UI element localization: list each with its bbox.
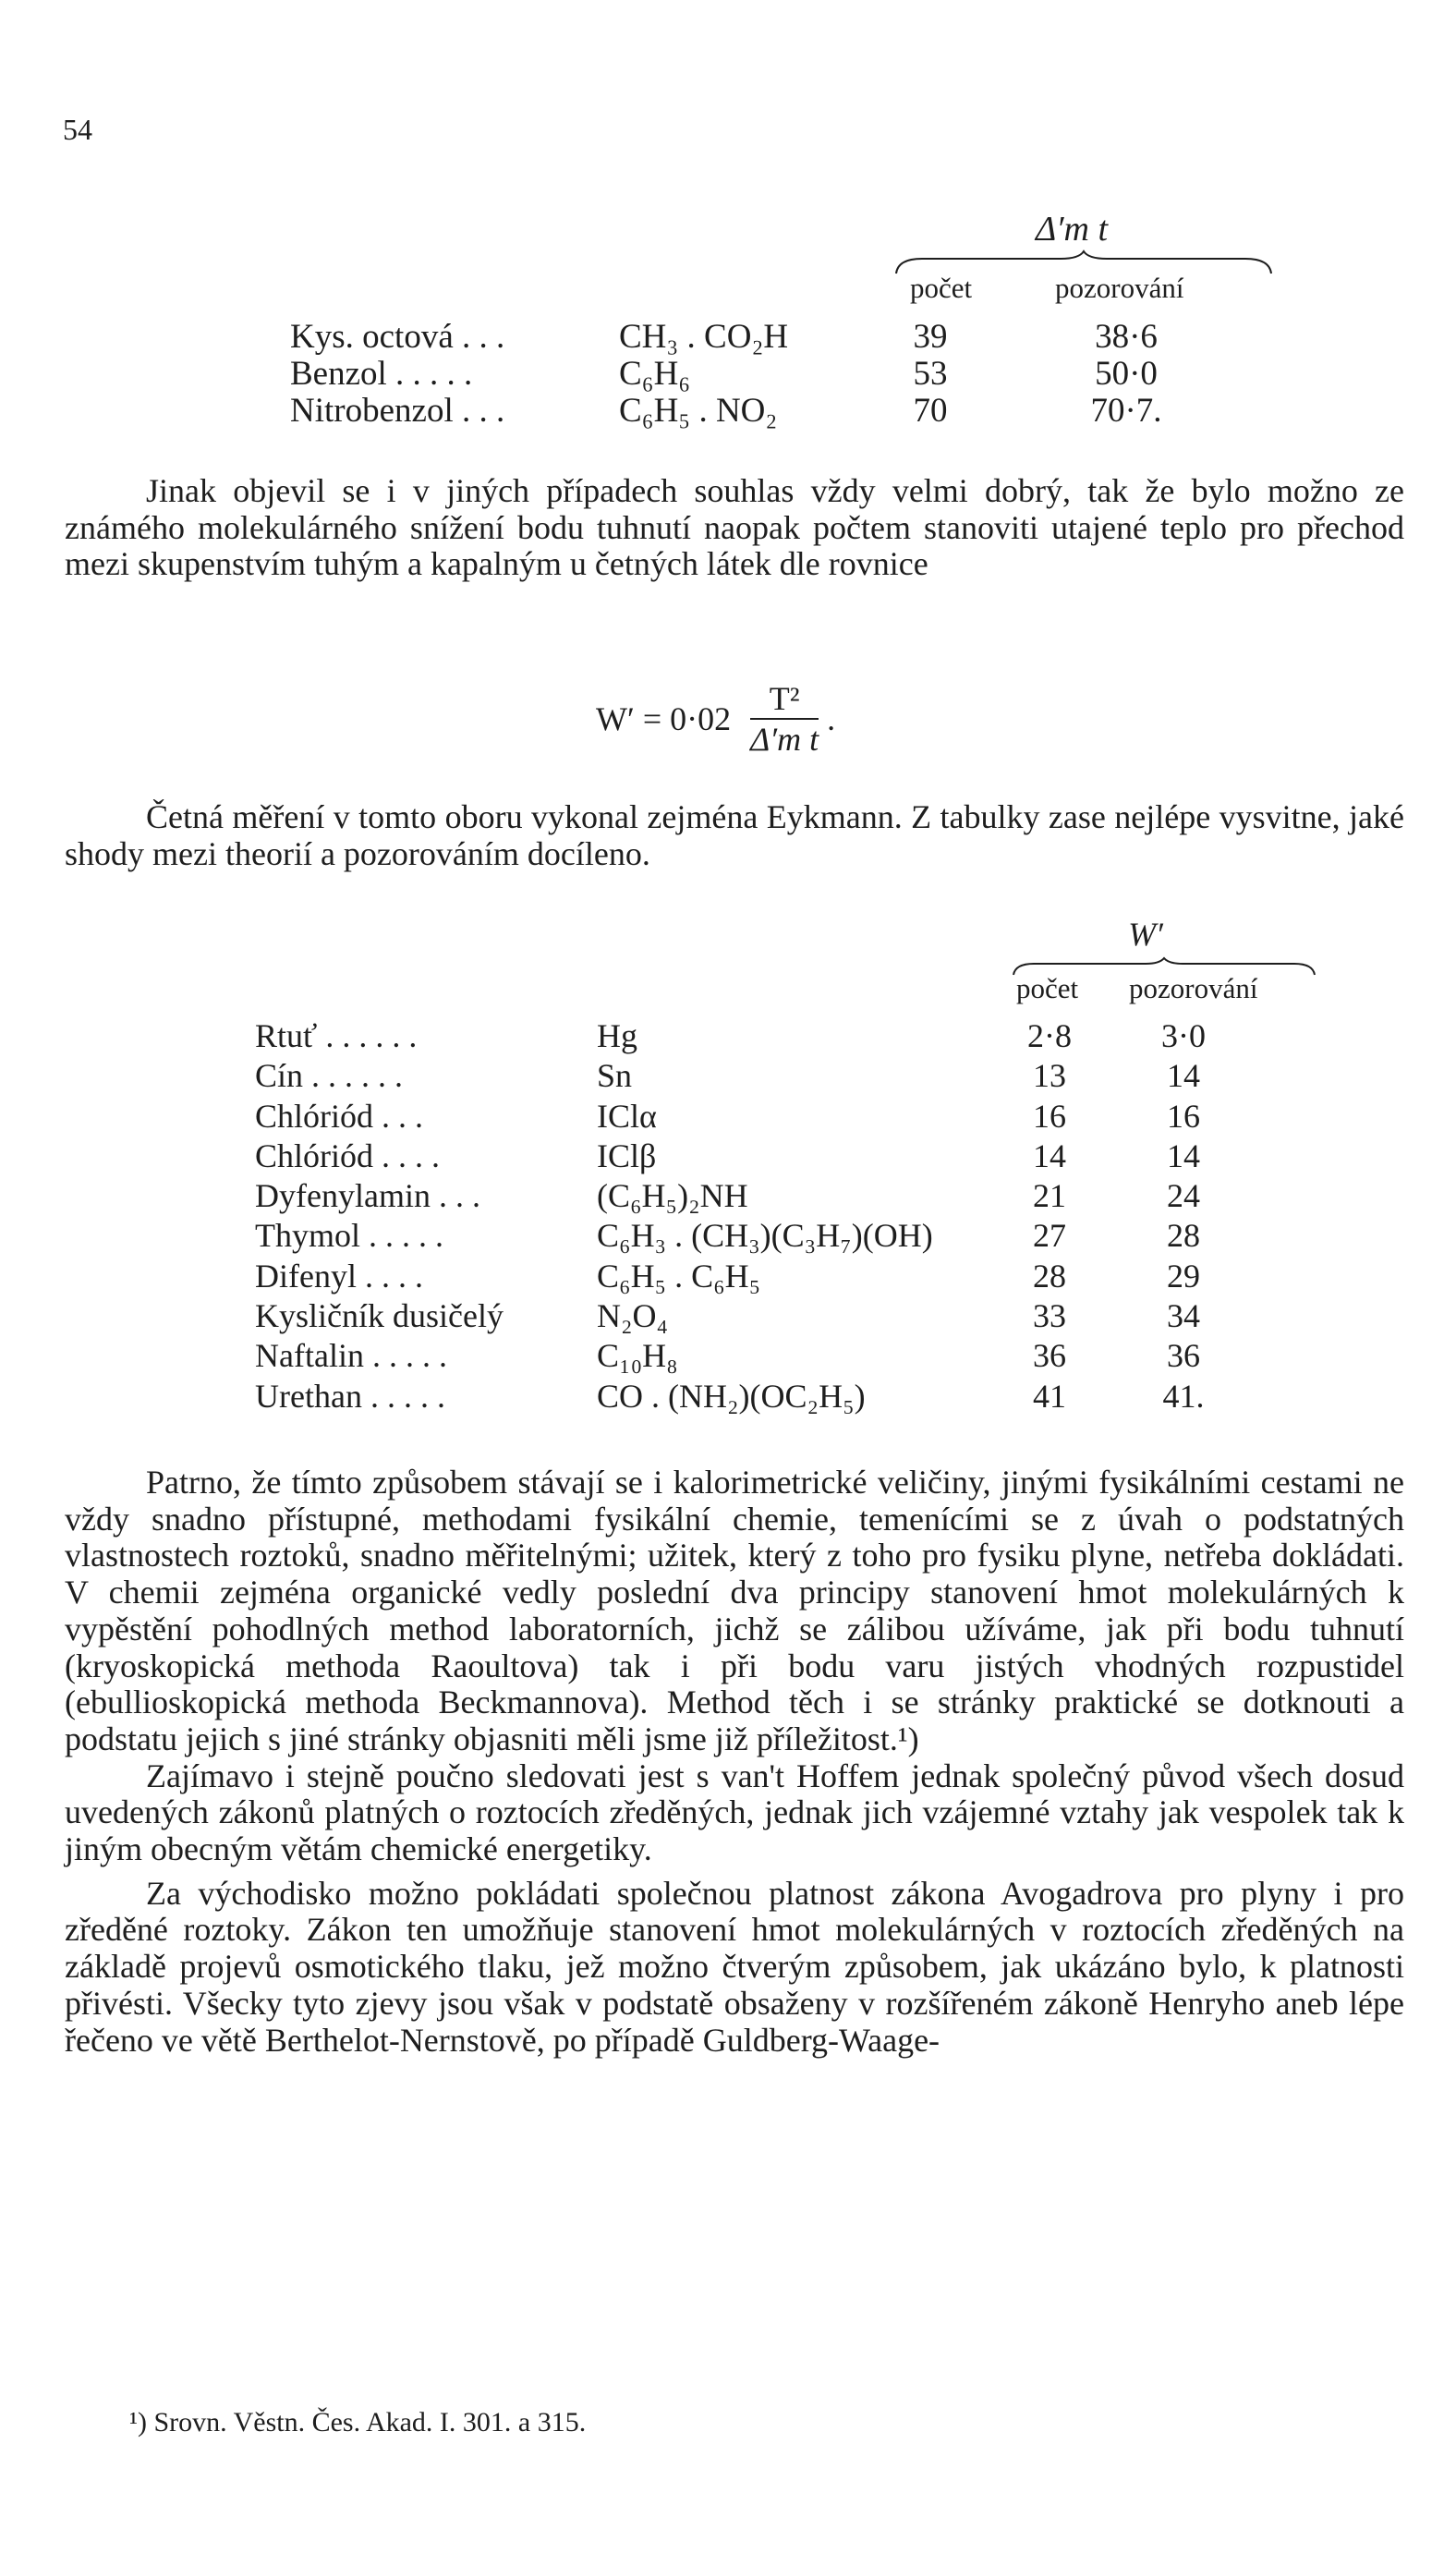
footnote: ¹) Srovn. Věstn. Čes. Akad. I. 301. a 315. [129,2407,587,2438]
row-name: Thymol . . . . . [255,1217,443,1255]
table2-header: W′ [1128,916,1163,953]
row-formula: C₆H₃ . (CH₃)(C₃H₇)(OH) [597,1217,933,1255]
equation-lhs: W′ = 0·02 [596,700,732,737]
row-computed: 39 [913,318,948,356]
table1 [290,319,1306,430]
paragraph-2-text: Četná měření v tomto oboru vykonal zejména Eykmann. Z tabulky zase nejlépe vysvitne, jaké shody mezi theorií a pozorováním docíleno. [65,798,1404,872]
row-formula: C₆H₆ [619,355,691,393]
row-formula: C₁₀H₈ [597,1337,678,1375]
row-observed: 36 [1167,1337,1200,1375]
table1-col-computed: počet [910,272,973,304]
equation [596,679,835,759]
table-row [255,1137,1364,1176]
paragraph-3 [65,1465,1404,2059]
paragraph-1-text: Jinak objevil se i v jiných případech souhlas vždy velmi dobrý, tak že bylo možno ze známého molekulárného snížení bodu tuhnutí naopak počtem stanoviti utajené teplo pro přechod mezi skupenstvím tuhým a kapalným u četných látek dle rovnice [65,472,1404,582]
paragraph-3-text: Patrno, že tímto způsobem stávají se i kalorimetrické veličiny, jinými fysikálními cestami ne vždy snadno přístupné, methodami fysikální chemie, temenícími se z úvah o podstatných vlastnostech roztoků, snadno měřitelnými; užitek, který z toho pro fysiku plyne, netřeba dokládati. V chemii zejména organické vedly poslední dva principy stanovení hmot molekulárných k vypěstění pohodlných method laboratorních, jichž se zálibou užíváme, jak při bodu tuhnutí (kryoskopická methoda Raoultova) tak i při bodu varu jistých vhodných rozpustidel (ebullioskopická methoda Beckmannova). Method těch i se stránky praktické se dotknouti a podstatu jejich s jiné stránky objasniti měli jsme již příležitost.¹) [65,1464,1404,1757]
table2 [255,1016,1364,1416]
table2-col-computed: počet [1016,972,1079,1004]
row-name: Chlóriód . . . . [255,1137,441,1174]
table-row [255,1336,1364,1376]
row-observed: 34 [1167,1297,1200,1335]
table-row [255,1016,1364,1056]
table-row [255,1056,1364,1096]
row-formula: CH₃ . CO₂H [619,318,789,356]
row-computed: 70 [913,392,948,430]
paragraph-5-text: Za východisko možno pokládati společnou platnost zákona Avogadrova pro plyny i pro zředěné roztoky. Zákon ten umožňuje stanovení hmot molekulárných v roztocích zředěných na základě projevů osmotického tlaku, jež možno čtverým způsobem, jak ukázáno bylo, k platnosti přivésti. Všecky tyto zjevy jsou však v podstatě obsaženy v rozšířeném zákoně Henryho aneb lépe řečeno ve větě Berthelot-Nernstově, po případě Guldberg-Waage- [65,1874,1404,2059]
row-name: Kysličník dusičelý [255,1297,504,1335]
row-computed: 21 [1033,1177,1066,1215]
row-name: Dyfenylamin . . . [255,1177,480,1215]
row-name: Kys. octová . . . [290,318,505,356]
row-name: Cín . . . . . . [255,1057,404,1095]
row-observed: 28 [1167,1217,1200,1255]
table-row [255,1176,1364,1216]
row-name: Urethan . . . . . [255,1377,445,1415]
paragraph-1 [65,473,1404,583]
table1-header: Δ′m t [1035,210,1109,249]
row-computed: 14 [1033,1137,1066,1174]
table-row [290,356,1306,393]
table-row [255,1257,1364,1296]
row-observed: 14 [1167,1057,1200,1095]
row-name: Rtuť . . . . . . [255,1017,418,1054]
equation-denominator: Δ′m t [750,721,819,758]
row-formula: N₂O₄ [597,1297,669,1335]
row-observed: 3·0 [1161,1017,1206,1054]
table2-col-observed: pozorování [1129,972,1258,1004]
row-formula: Hg [597,1017,637,1054]
row-observed: 41. [1162,1377,1205,1415]
table-row [255,1296,1364,1336]
row-observed: 38·6 [1095,318,1158,356]
page-number: 54 [63,113,92,146]
row-computed: 33 [1033,1297,1066,1335]
row-name: Benzol . . . . . [290,355,473,393]
row-observed: 24 [1167,1177,1200,1215]
table-row [255,1216,1364,1256]
table-row [255,1377,1364,1416]
row-observed: 50·0 [1095,355,1158,393]
table-row [290,393,1306,430]
row-formula: IClβ [597,1137,657,1174]
row-observed: 16 [1167,1097,1200,1135]
row-computed: 41 [1033,1377,1066,1415]
row-formula: (C₆H₅)₂NH [597,1177,748,1215]
row-formula: C₆H₅ . NO₂ [619,392,778,430]
table-row [255,1097,1364,1137]
row-computed: 2·8 [1027,1017,1072,1054]
row-computed: 36 [1033,1337,1066,1375]
row-computed: 28 [1033,1257,1066,1295]
paragraph-2 [65,799,1404,872]
equation-numerator: T² [750,679,819,720]
row-name: Nitrobenzol . . . [290,392,505,430]
table-row [290,319,1306,356]
row-observed: 14 [1167,1137,1200,1174]
row-formula: C₆H₅ . C₆H₅ [597,1257,761,1295]
row-name: Naftalin . . . . . [255,1337,447,1375]
footnote-rule [65,2361,508,2365]
row-name: Difenyl . . . . [255,1257,423,1295]
row-observed: 29 [1167,1257,1200,1295]
row-name: Chlóriód . . . [255,1097,424,1135]
paragraph-4-text: Zajímavo i stejně poučno sledovati jest s van't Hoffem jednak společný původ všech dosud uvedených zákonů platných o roztocích zředěných, jednak jich vzájemné vztahy jak vespolek tak k jiným obecným větám chemické energetiky. [65,1757,1404,1868]
table1-col-observed: pozorování [1055,272,1184,304]
row-formula: IClα [597,1097,657,1135]
row-observed: 70·7. [1090,392,1162,430]
row-computed: 16 [1033,1097,1066,1135]
row-computed: 13 [1033,1057,1066,1095]
row-formula: Sn [597,1057,633,1095]
row-formula: CO . (NH₂)(OC₂H₅) [597,1377,866,1415]
row-computed: 53 [913,355,948,393]
equation-end: . [827,700,836,737]
row-computed: 27 [1033,1217,1066,1255]
